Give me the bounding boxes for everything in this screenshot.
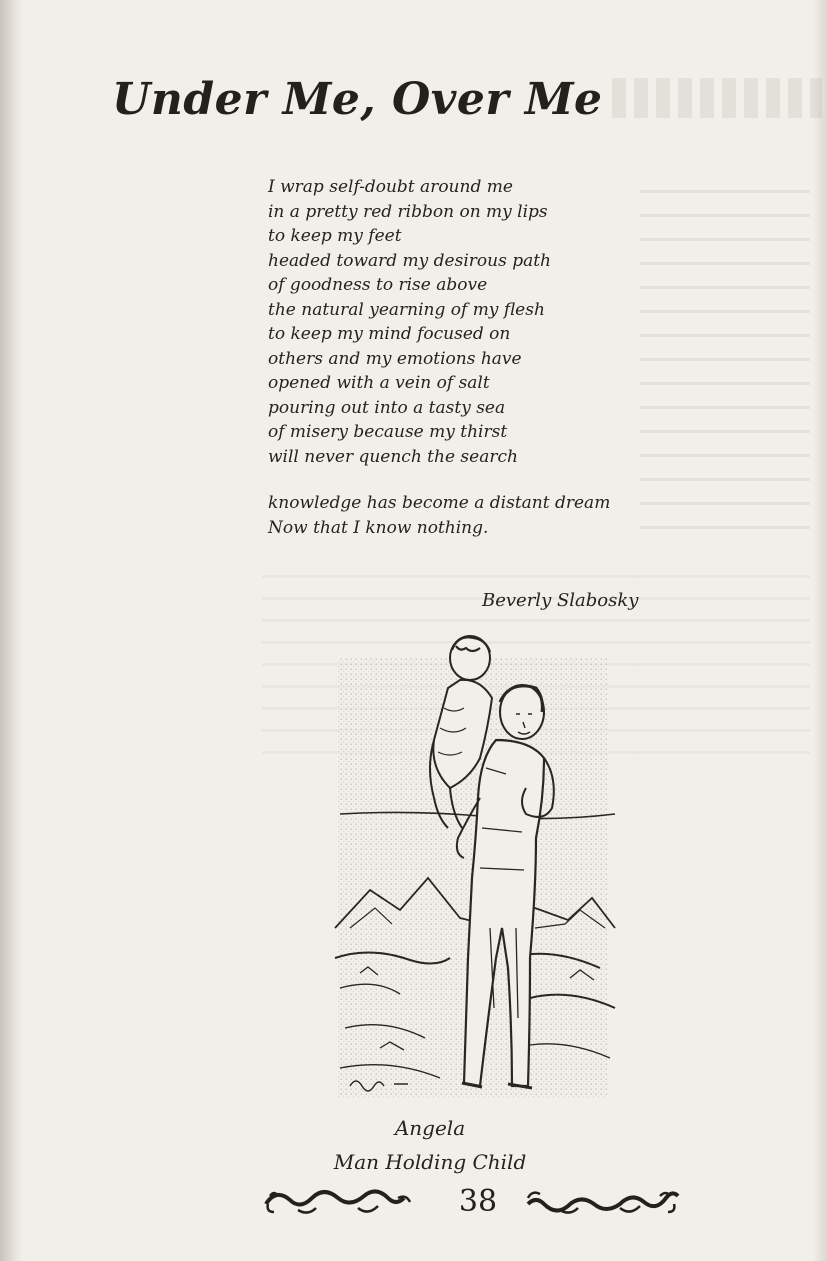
poem-stanza-2 bbox=[268, 491, 688, 540]
poem-line: in a pretty red ribbon on my lips bbox=[268, 201, 548, 222]
right-flourish-ornament bbox=[520, 1184, 680, 1220]
poem-author: Beverly Slabosky bbox=[482, 590, 639, 611]
artwork-artist: Angela bbox=[394, 1116, 466, 1140]
poem-title: Under Me, Over Me bbox=[112, 74, 603, 125]
poem-line: headed toward my desirous path bbox=[268, 250, 552, 271]
poem-line: of goodness to rise above bbox=[268, 275, 488, 295]
poem-line: opened with a vein of salt bbox=[268, 373, 490, 393]
page-right-edge bbox=[813, 0, 827, 1261]
left-flourish-ornament bbox=[258, 1184, 418, 1220]
poem-line: to keep my mind focused on bbox=[268, 324, 511, 344]
poem-line: I wrap self-doubt around me bbox=[268, 177, 513, 197]
page-footer bbox=[250, 1180, 670, 1224]
man-holding-child-illustration bbox=[330, 628, 620, 1103]
poem-line: to keep my feet bbox=[268, 226, 402, 246]
poem-line: the natural yearning of my flesh bbox=[268, 299, 545, 320]
poem-line: will never quench the search bbox=[268, 446, 518, 467]
page-gutter-shadow bbox=[0, 0, 22, 1261]
poem-line: of misery because my thirst bbox=[268, 422, 508, 442]
poem-body bbox=[268, 175, 688, 562]
page-number: 38 bbox=[458, 1184, 498, 1219]
artwork-title: Man Holding Child bbox=[333, 1150, 527, 1174]
poem-line: knowledge has become a distant dream bbox=[268, 493, 611, 513]
poem-stanza-1 bbox=[268, 175, 688, 469]
poem-line: Now that I know nothing. bbox=[268, 517, 489, 538]
poem-line: others and my emotions have bbox=[268, 348, 522, 369]
poem-line: pouring out into a tasty sea bbox=[268, 397, 506, 418]
bleed-through-texture bbox=[612, 78, 822, 118]
